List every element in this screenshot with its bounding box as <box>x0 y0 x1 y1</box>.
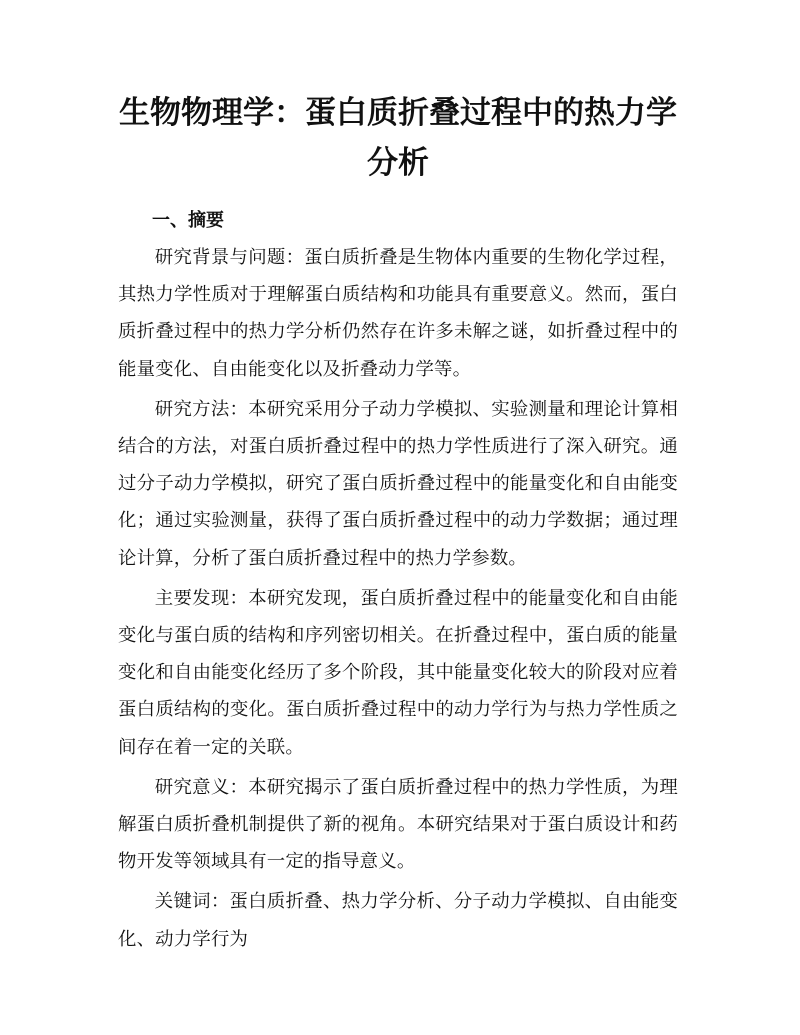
section-heading-abstract: 一、摘要 <box>152 210 224 231</box>
paragraph-findings: 主要发现：本研究发现，蛋白质折叠过程中的能量变化和自由能变化与蛋白质的结构和序列密切相关。在折叠过程中，蛋白质的能量变化和自由能变化经历了多个阶段，其中能量变化较大的阶段对应着蛋白质结构的变化。蛋白质折叠过程中的动力学行为与热力学性质之间存在着一定的关联。 <box>118 587 678 758</box>
paragraph-keywords: 关键词：蛋白质折叠、热力学分析、分子动力学模拟、自由能变化、动力学行为 <box>118 891 678 950</box>
document-title: 生物物理学：蛋白质折叠过程中的热力学分析 <box>119 95 677 181</box>
paragraph-background: 研究背景与问题：蛋白质折叠是生物体内重要的生物化学过程，其热力学性质对于理解蛋白质结构和功能具有重要意义。然而，蛋白质折叠过程中的热力学分析仍然存在许多未解之谜，如折叠过程中的能量变化、自由能变化以及折叠动力学等。 <box>118 247 678 380</box>
paragraph-methods: 研究方法：本研究采用分子动力学模拟、实验测量和理论计算相结合的方法，对蛋白质折叠过程中的热力学性质进行了深入研究。通过分子动力学模拟，研究了蛋白质折叠过程中的能量变化和自由能变化；通过实验测量，获得了蛋白质折叠过程中的动力学数据；通过理论计算，分析了蛋白质折叠过程中的热力学参数。 <box>118 398 678 569</box>
paragraph-significance: 研究意义：本研究揭示了蛋白质折叠过程中的热力学性质，为理解蛋白质折叠机制提供了新的视角。本研究结果对于蛋白质设计和药物开发等领域具有一定的指导意义。 <box>118 776 678 873</box>
document-page <box>118 88 678 958</box>
